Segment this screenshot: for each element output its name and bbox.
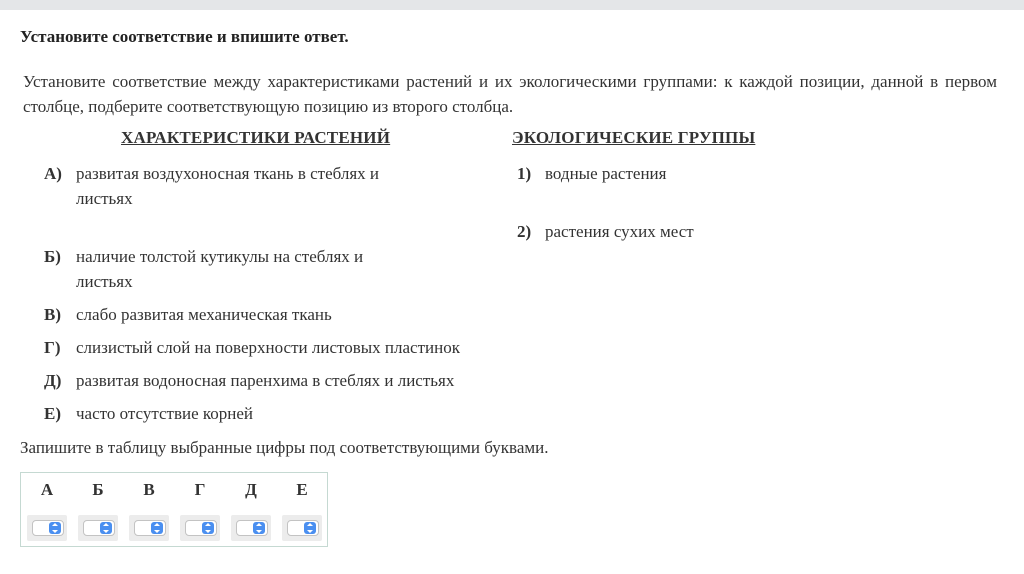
characteristic-letter: А) [44,164,62,183]
group-number: 2) [517,222,532,241]
top-bar [0,0,1024,10]
answer-select-a[interactable] [27,515,67,541]
characteristic-a [44,161,504,211]
answer-letter-b: Б [92,480,104,499]
answer-select-d[interactable] [231,515,271,541]
answer-select-b[interactable] [78,515,118,541]
characteristic-text: развитая водоносная паренхима в стеблях и листьях [76,371,455,390]
group-2 [517,219,817,244]
characteristic-text: наличие толстой кутикулы на стеблях и листьях [76,247,364,291]
characteristic-d [44,368,504,393]
answer-letter-d: Д [245,480,257,499]
characteristic-g [44,335,504,360]
characteristic-letter: Б) [44,247,61,266]
answer-select-v[interactable] [129,515,169,541]
answer-table [20,472,328,547]
select-box[interactable] [185,520,217,536]
select-arrows-icon [151,522,163,534]
select-box[interactable] [236,520,268,536]
ecological-groups-header: ЭКОЛОГИЧЕСКИЕ ГРУППЫ [512,128,756,147]
answer-letter-g: Г [194,480,206,499]
task-title: Установите соответствие и впишите ответ. [20,27,349,46]
characteristic-letter: Г) [44,338,61,357]
characteristic-text: слизистый слой на поверхности листовых пластинок [76,338,460,357]
characteristic-letter: В) [44,305,61,324]
group-text: растения сухих мест [545,222,694,241]
select-box[interactable] [83,520,115,536]
group-1 [517,161,817,186]
characteristic-text: развитая воздухоносная ткань в стеблях и листьях [76,164,379,208]
answer-select-g[interactable] [180,515,220,541]
select-arrows-icon [100,522,112,534]
characteristic-b [44,244,504,294]
select-arrows-icon [253,522,265,534]
answer-letter-v: В [143,480,155,499]
group-number: 1) [517,164,532,183]
answer-letter-a: А [40,480,54,499]
answer-instruction: Запишите в таблицу выбранные цифры под соответствующими буквами. [20,438,549,457]
select-arrows-icon [304,522,316,534]
characteristic-text: часто отсутствие корней [76,404,253,423]
group-text: водные растения [545,164,667,183]
characteristic-letter: Е) [44,404,61,423]
select-box[interactable] [287,520,319,536]
answer-letter-e: Е [296,480,308,499]
characteristic-v [44,302,504,327]
characteristic-text: слабо развитая механическая ткань [76,305,332,324]
characteristic-e [44,401,504,426]
select-box[interactable] [32,520,64,536]
answer-select-e[interactable] [282,515,322,541]
select-arrows-icon [202,522,214,534]
characteristic-letter: Д) [44,371,62,390]
select-box[interactable] [134,520,166,536]
characteristics-header: ХАРАКТЕРИСТИКИ РАСТЕНИЙ [121,128,391,147]
select-arrows-icon [49,522,61,534]
task-intro: Установите соответствие между характеристиками растений и их экологическими группами: к каждой позиции, данной в первом столбце, подберите соответствующую позицию из второго столбца. [23,72,997,116]
